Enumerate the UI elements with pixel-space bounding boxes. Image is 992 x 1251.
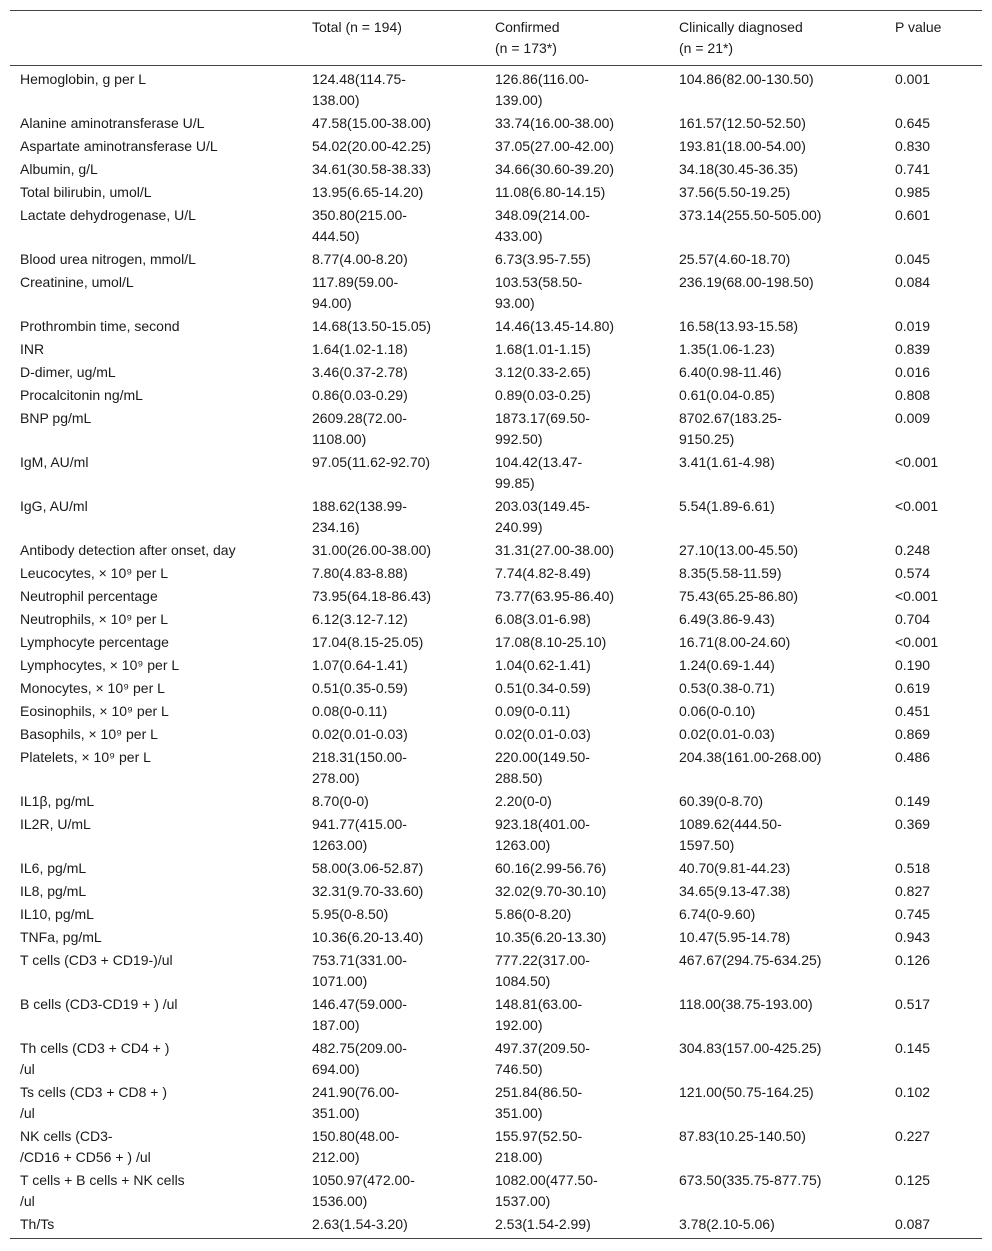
p-value-cell: <0.001 bbox=[895, 498, 939, 514]
p-value-cell: <0.001 bbox=[895, 454, 939, 470]
parameter-cell: IL8, pg/mL bbox=[20, 883, 87, 899]
table-row bbox=[10, 248, 982, 271]
table-row bbox=[10, 585, 982, 608]
parameter-cell: IL2R, U/mL bbox=[20, 816, 91, 832]
p-value-cell: 0.645 bbox=[895, 115, 931, 131]
p-value-cell: 0.190 bbox=[895, 657, 931, 673]
p-value-cell: 0.102 bbox=[895, 1084, 931, 1100]
parameter-cell: Neutrophils, × 10⁹ per L bbox=[20, 611, 169, 627]
table-row bbox=[10, 539, 982, 562]
p-value-cell: 0.574 bbox=[895, 565, 931, 581]
p-value-cell: 0.985 bbox=[895, 184, 931, 200]
parameter-cell: IL10, pg/mL bbox=[20, 906, 94, 922]
total-cell: 1.64(1.02-1.18) bbox=[312, 341, 408, 357]
table-row bbox=[10, 338, 982, 361]
confirmed-cell: 923.18(401.00- 1263.00) bbox=[495, 816, 590, 853]
confirmed-cell: 10.35(6.20-13.30) bbox=[495, 929, 607, 945]
total-cell: 1050.97(472.00- 1536.00) bbox=[312, 1172, 415, 1209]
total-cell: 941.77(415.00- 1263.00) bbox=[312, 816, 407, 853]
parameter-cell: T cells + B cells + NK cells /ul bbox=[20, 1172, 185, 1209]
confirmed-cell: 104.42(13.47- 99.85) bbox=[495, 454, 583, 491]
table-row bbox=[10, 451, 982, 495]
p-value-cell: 0.601 bbox=[895, 207, 931, 223]
confirmed-cell: 11.08(6.80-14.15) bbox=[495, 184, 606, 200]
total-cell: 146.47(59.000- 187.00) bbox=[312, 996, 407, 1033]
table-row bbox=[10, 384, 982, 407]
table-container bbox=[10, 10, 982, 1239]
confirmed-cell: 220.00(149.50- 288.50) bbox=[495, 749, 590, 786]
p-value-cell: 0.145 bbox=[895, 1040, 931, 1056]
total-cell: 3.46(0.37-2.78) bbox=[312, 364, 408, 380]
p-value-cell: 0.745 bbox=[895, 906, 931, 922]
table-row bbox=[10, 677, 982, 700]
header-parameter bbox=[10, 11, 302, 66]
total-cell: 0.86(0.03-0.29) bbox=[312, 387, 408, 403]
confirmed-cell: 3.12(0.33-2.65) bbox=[495, 364, 591, 380]
parameter-cell: Antibody detection after onset, day bbox=[20, 542, 236, 558]
table-row bbox=[10, 112, 982, 135]
clinically-diagnosed-cell: 1.24(0.69-1.44) bbox=[679, 657, 775, 673]
parameter-cell: Platelets, × 10⁹ per L bbox=[20, 749, 151, 765]
clinically-diagnosed-cell: 1.35(1.06-1.23) bbox=[679, 341, 775, 357]
parameter-cell: Lymphocyte percentage bbox=[20, 634, 169, 650]
table-row bbox=[10, 813, 982, 857]
total-cell: 8.77(4.00-8.20) bbox=[312, 251, 408, 267]
p-value-cell: 0.827 bbox=[895, 883, 931, 899]
p-value-cell: 0.045 bbox=[895, 251, 931, 267]
clinically-diagnosed-cell: 0.53(0.38-0.71) bbox=[679, 680, 775, 696]
total-cell: 8.70(0-0) bbox=[312, 793, 369, 809]
total-cell: 2.63(1.54-3.20) bbox=[312, 1216, 408, 1232]
parameter-cell: Th cells (CD3 + CD4 + ) /ul bbox=[20, 1040, 170, 1077]
clinically-diagnosed-cell: 40.70(9.81-44.23) bbox=[679, 860, 791, 876]
p-value-cell: 0.016 bbox=[895, 364, 931, 380]
total-cell: 54.02(20.00-42.25) bbox=[312, 138, 432, 154]
table-row bbox=[10, 790, 982, 813]
parameter-cell: Creatinine, umol/L bbox=[20, 274, 134, 290]
table-row bbox=[10, 993, 982, 1037]
total-cell: 0.02(0.01-0.03) bbox=[312, 726, 408, 742]
table-row bbox=[10, 407, 982, 451]
parameter-cell: Basophils, × 10⁹ per L bbox=[20, 726, 158, 742]
clinically-diagnosed-cell: 0.06(0-0.10) bbox=[679, 703, 756, 719]
confirmed-cell: 1873.17(69.50- 992.50) bbox=[495, 410, 590, 447]
total-cell: 10.36(6.20-13.40) bbox=[312, 929, 424, 945]
clinically-diagnosed-cell: 373.14(255.50-505.00) bbox=[679, 207, 822, 223]
p-value-cell: 0.227 bbox=[895, 1128, 931, 1144]
total-cell: 6.12(3.12-7.12) bbox=[312, 611, 408, 627]
table-row bbox=[10, 1213, 982, 1239]
confirmed-cell: 32.02(9.70-30.10) bbox=[495, 883, 607, 899]
total-cell: 350.80(215.00- 444.50) bbox=[312, 207, 407, 244]
p-value-cell: 0.451 bbox=[895, 703, 931, 719]
total-cell: 14.68(13.50-15.05) bbox=[312, 318, 432, 334]
parameter-cell: Leucocytes, × 10⁹ per L bbox=[20, 565, 169, 581]
total-cell: 31.00(26.00-38.00) bbox=[312, 542, 432, 558]
confirmed-cell: 497.37(209.50- 746.50) bbox=[495, 1040, 590, 1077]
table-row bbox=[10, 880, 982, 903]
clinically-diagnosed-cell: 3.41(1.61-4.98) bbox=[679, 454, 775, 470]
header-confirmed: Confirmed (n = 173*) bbox=[495, 19, 560, 56]
clinically-diagnosed-cell: 467.67(294.75-634.25) bbox=[679, 952, 822, 968]
clinically-diagnosed-cell: 27.10(13.00-45.50) bbox=[679, 542, 799, 558]
parameter-cell: Total bilirubin, umol/L bbox=[20, 184, 152, 200]
clinically-diagnosed-cell: 25.57(4.60-18.70) bbox=[679, 251, 791, 267]
p-value-cell: 0.084 bbox=[895, 274, 931, 290]
table-row bbox=[10, 654, 982, 677]
parameter-cell: Hemoglobin, g per L bbox=[20, 71, 147, 87]
table-row bbox=[10, 926, 982, 949]
clinically-diagnosed-cell: 16.58(13.93-15.58) bbox=[679, 318, 799, 334]
confirmed-cell: 348.09(214.00- 433.00) bbox=[495, 207, 590, 244]
parameter-cell: Procalcitonin ng/mL bbox=[20, 387, 143, 403]
clinically-diagnosed-cell: 1089.62(444.50- 1597.50) bbox=[679, 816, 782, 853]
p-value-cell: <0.001 bbox=[895, 634, 939, 650]
confirmed-cell: 203.03(149.45- 240.99) bbox=[495, 498, 590, 535]
table-row bbox=[10, 700, 982, 723]
total-cell: 0.51(0.35-0.59) bbox=[312, 680, 408, 696]
p-value-cell: 0.486 bbox=[895, 749, 931, 765]
confirmed-cell: 2.20(0-0) bbox=[495, 793, 552, 809]
total-cell: 753.71(331.00- 1071.00) bbox=[312, 952, 407, 989]
clinically-diagnosed-cell: 161.57(12.50-52.50) bbox=[679, 115, 806, 131]
table-row bbox=[10, 608, 982, 631]
p-value-cell: 0.001 bbox=[895, 71, 931, 87]
total-cell: 32.31(9.70-33.60) bbox=[312, 883, 424, 899]
table-row bbox=[10, 315, 982, 338]
p-value-cell: 0.704 bbox=[895, 611, 931, 627]
p-value-cell: 0.808 bbox=[895, 387, 931, 403]
confirmed-cell: 777.22(317.00- 1084.50) bbox=[495, 952, 590, 989]
clinically-diagnosed-cell: 673.50(335.75-877.75) bbox=[679, 1172, 822, 1188]
confirmed-cell: 0.02(0.01-0.03) bbox=[495, 726, 591, 742]
p-value-cell: <0.001 bbox=[895, 588, 939, 604]
table-row bbox=[10, 949, 982, 993]
clinically-diagnosed-cell: 37.56(5.50-19.25) bbox=[679, 184, 791, 200]
confirmed-cell: 60.16(2.99-56.76) bbox=[495, 860, 607, 876]
total-cell: 188.62(138.99- 234.16) bbox=[312, 498, 407, 535]
total-cell: 482.75(209.00- 694.00) bbox=[312, 1040, 407, 1077]
parameter-cell: IgG, AU/ml bbox=[20, 498, 88, 514]
parameter-cell: NK cells (CD3- /CD16 + CD56 + ) /ul bbox=[20, 1128, 151, 1165]
clinically-diagnosed-cell: 0.61(0.04-0.85) bbox=[679, 387, 775, 403]
total-cell: 34.61(30.58-38.33) bbox=[312, 161, 432, 177]
parameter-cell: Alanine aminotransferase U/L bbox=[20, 115, 205, 131]
total-cell: 1.07(0.64-1.41) bbox=[312, 657, 408, 673]
parameter-cell: TNFa, pg/mL bbox=[20, 929, 102, 945]
clinically-diagnosed-cell: 118.00(38.75-193.00) bbox=[679, 996, 813, 1012]
clinically-diagnosed-cell: 236.19(68.00-198.50) bbox=[679, 274, 814, 290]
confirmed-cell: 17.08(8.10-25.10) bbox=[495, 634, 607, 650]
table-row bbox=[10, 631, 982, 654]
table-row bbox=[10, 1037, 982, 1081]
clinically-diagnosed-cell: 193.81(18.00-54.00) bbox=[679, 138, 806, 154]
parameter-cell: IL1β, pg/mL bbox=[20, 793, 95, 809]
confirmed-cell: 0.89(0.03-0.25) bbox=[495, 387, 591, 403]
total-cell: 47.58(15.00-38.00) bbox=[312, 115, 432, 131]
table-row bbox=[10, 361, 982, 384]
p-value-cell: 0.087 bbox=[895, 1216, 931, 1232]
p-value-cell: 0.518 bbox=[895, 860, 931, 876]
confirmed-cell: 103.53(58.50- 93.00) bbox=[495, 274, 583, 311]
parameter-cell: Monocytes, × 10⁹ per L bbox=[20, 680, 165, 696]
table-row bbox=[10, 135, 982, 158]
clinically-diagnosed-cell: 60.39(0-8.70) bbox=[679, 793, 764, 809]
clinically-diagnosed-cell: 5.54(1.89-6.61) bbox=[679, 498, 775, 514]
table-row bbox=[10, 746, 982, 790]
confirmed-cell: 7.74(4.82-8.49) bbox=[495, 565, 591, 581]
parameter-cell: Neutrophil percentage bbox=[20, 588, 158, 604]
clinically-diagnosed-cell: 8702.67(183.25- 9150.25) bbox=[679, 410, 782, 447]
header-clinically-diagnosed: Clinically diagnosed (n = 21*) bbox=[679, 19, 803, 56]
parameter-cell: Lymphocytes, × 10⁹ per L bbox=[20, 657, 180, 673]
table-row bbox=[10, 1081, 982, 1125]
confirmed-cell: 14.46(13.45-14.80) bbox=[495, 318, 615, 334]
confirmed-cell: 1.04(0.62-1.41) bbox=[495, 657, 591, 673]
clinically-diagnosed-cell: 87.83(10.25-140.50) bbox=[679, 1128, 806, 1144]
p-value-cell: 0.741 bbox=[895, 161, 931, 177]
confirmed-cell: 1.68(1.01-1.15) bbox=[495, 341, 591, 357]
table-row bbox=[10, 1169, 982, 1213]
table-body bbox=[10, 66, 982, 1239]
clinically-diagnosed-cell: 121.00(50.75-164.25) bbox=[679, 1084, 814, 1100]
table-row bbox=[10, 562, 982, 585]
parameter-cell: Blood urea nitrogen, mmol/L bbox=[20, 251, 196, 267]
p-value-cell: 0.369 bbox=[895, 816, 931, 832]
parameter-cell: D-dimer, ug/mL bbox=[20, 364, 116, 380]
confirmed-cell: 148.81(63.00- 192.00) bbox=[495, 996, 583, 1033]
p-value-cell: 0.019 bbox=[895, 318, 931, 334]
total-cell: 218.31(150.00- 278.00) bbox=[312, 749, 407, 786]
confirmed-cell: 5.86(0-8.20) bbox=[495, 906, 572, 922]
total-cell: 58.00(3.06-52.87) bbox=[312, 860, 424, 876]
confirmed-cell: 34.66(30.60-39.20) bbox=[495, 161, 615, 177]
clinically-diagnosed-cell: 6.49(3.86-9.43) bbox=[679, 611, 775, 627]
confirmed-cell: 0.51(0.34-0.59) bbox=[495, 680, 591, 696]
p-value-cell: 0.943 bbox=[895, 929, 931, 945]
clinically-diagnosed-cell: 104.86(82.00-130.50) bbox=[679, 71, 814, 87]
total-cell: 7.80(4.83-8.88) bbox=[312, 565, 408, 581]
confirmed-cell: 126.86(116.00- 139.00) bbox=[495, 71, 589, 108]
header-row bbox=[10, 11, 982, 66]
confirmed-cell: 2.53(1.54-2.99) bbox=[495, 1216, 591, 1232]
parameter-cell: B cells (CD3-CD19 + ) /ul bbox=[20, 996, 178, 1012]
confirmed-cell: 73.77(63.95-86.40) bbox=[495, 588, 615, 604]
p-value-cell: 0.125 bbox=[895, 1172, 931, 1188]
clinically-diagnosed-cell: 10.47(5.95-14.78) bbox=[679, 929, 791, 945]
header-p-value: P value bbox=[895, 19, 942, 35]
table-row bbox=[10, 857, 982, 880]
confirmed-cell: 6.73(3.95-7.55) bbox=[495, 251, 591, 267]
total-cell: 13.95(6.65-14.20) bbox=[312, 184, 424, 200]
clinically-diagnosed-cell: 3.78(2.10-5.06) bbox=[679, 1216, 775, 1232]
confirmed-cell: 251.84(86.50- 351.00) bbox=[495, 1084, 583, 1121]
parameter-cell: T cells (CD3 + CD19-)/ul bbox=[20, 952, 173, 968]
table-row bbox=[10, 66, 982, 113]
parameter-cell: Albumin, g/L bbox=[20, 161, 98, 177]
p-value-cell: 0.830 bbox=[895, 138, 931, 154]
clinically-diagnosed-cell: 34.18(30.45-36.35) bbox=[679, 161, 799, 177]
parameter-cell: Th/Ts bbox=[20, 1216, 55, 1232]
parameter-cell: BNP pg/mL bbox=[20, 410, 92, 426]
confirmed-cell: 0.09(0-0.11) bbox=[495, 703, 571, 719]
clinically-diagnosed-cell: 0.02(0.01-0.03) bbox=[679, 726, 775, 742]
clinically-diagnosed-cell: 6.40(0.98-11.46) bbox=[679, 364, 782, 380]
table-row bbox=[10, 158, 982, 181]
parameter-cell: IL6, pg/mL bbox=[20, 860, 87, 876]
total-cell: 124.48(114.75- 138.00) bbox=[312, 71, 406, 108]
confirmed-cell: 37.05(27.00-42.00) bbox=[495, 138, 615, 154]
table-row bbox=[10, 1125, 982, 1169]
clinically-diagnosed-cell: 34.65(9.13-47.38) bbox=[679, 883, 791, 899]
clinically-diagnosed-cell: 304.83(157.00-425.25) bbox=[679, 1040, 822, 1056]
parameter-cell: Lactate dehydrogenase, U/L bbox=[20, 207, 196, 223]
table-row bbox=[10, 204, 982, 248]
p-value-cell: 0.009 bbox=[895, 410, 931, 426]
confirmed-cell: 33.74(16.00-38.00) bbox=[495, 115, 615, 131]
table-row bbox=[10, 181, 982, 204]
clinically-diagnosed-cell: 75.43(65.25-86.80) bbox=[679, 588, 799, 604]
total-cell: 97.05(11.62-92.70) bbox=[312, 454, 431, 470]
parameter-cell: Ts cells (CD3 + CD8 + ) /ul bbox=[20, 1084, 168, 1121]
total-cell: 117.89(59.00- 94.00) bbox=[312, 274, 399, 311]
parameter-cell: Prothrombin time, second bbox=[20, 318, 180, 334]
p-value-cell: 0.839 bbox=[895, 341, 931, 357]
table-row bbox=[10, 903, 982, 926]
total-cell: 17.04(8.15-25.05) bbox=[312, 634, 424, 650]
total-cell: 2609.28(72.00- 1108.00) bbox=[312, 410, 407, 447]
p-value-cell: 0.149 bbox=[895, 793, 931, 809]
parameter-cell: Aspartate aminotransferase U/L bbox=[20, 138, 218, 154]
lab-results-table bbox=[10, 10, 982, 1239]
clinically-diagnosed-cell: 8.35(5.58-11.59) bbox=[679, 565, 782, 581]
total-cell: 150.80(48.00- 212.00) bbox=[312, 1128, 400, 1165]
p-value-cell: 0.619 bbox=[895, 680, 931, 696]
parameter-cell: INR bbox=[20, 341, 45, 357]
parameter-cell: Eosinophils, × 10⁹ per L bbox=[20, 703, 169, 719]
confirmed-cell: 155.97(52.50- 218.00) bbox=[495, 1128, 583, 1165]
p-value-cell: 0.517 bbox=[895, 996, 931, 1012]
header-total: Total (n = 194) bbox=[312, 19, 402, 35]
total-cell: 73.95(64.18-86.43) bbox=[312, 588, 432, 604]
table-row bbox=[10, 495, 982, 539]
clinically-diagnosed-cell: 6.74(0-9.60) bbox=[679, 906, 756, 922]
p-value-cell: 0.869 bbox=[895, 726, 931, 742]
table-header bbox=[10, 11, 982, 66]
table-row bbox=[10, 271, 982, 315]
confirmed-cell: 1082.00(477.50- 1537.00) bbox=[495, 1172, 598, 1209]
total-cell: 5.95(0-8.50) bbox=[312, 906, 389, 922]
table-row bbox=[10, 723, 982, 746]
confirmed-cell: 31.31(27.00-38.00) bbox=[495, 542, 615, 558]
clinically-diagnosed-cell: 204.38(161.00-268.00) bbox=[679, 749, 822, 765]
total-cell: 0.08(0-0.11) bbox=[312, 703, 388, 719]
clinically-diagnosed-cell: 16.71(8.00-24.60) bbox=[679, 634, 791, 650]
confirmed-cell: 6.08(3.01-6.98) bbox=[495, 611, 591, 627]
total-cell: 241.90(76.00- 351.00) bbox=[312, 1084, 400, 1121]
parameter-cell: IgM, AU/ml bbox=[20, 454, 89, 470]
p-value-cell: 0.248 bbox=[895, 542, 931, 558]
p-value-cell: 0.126 bbox=[895, 952, 931, 968]
